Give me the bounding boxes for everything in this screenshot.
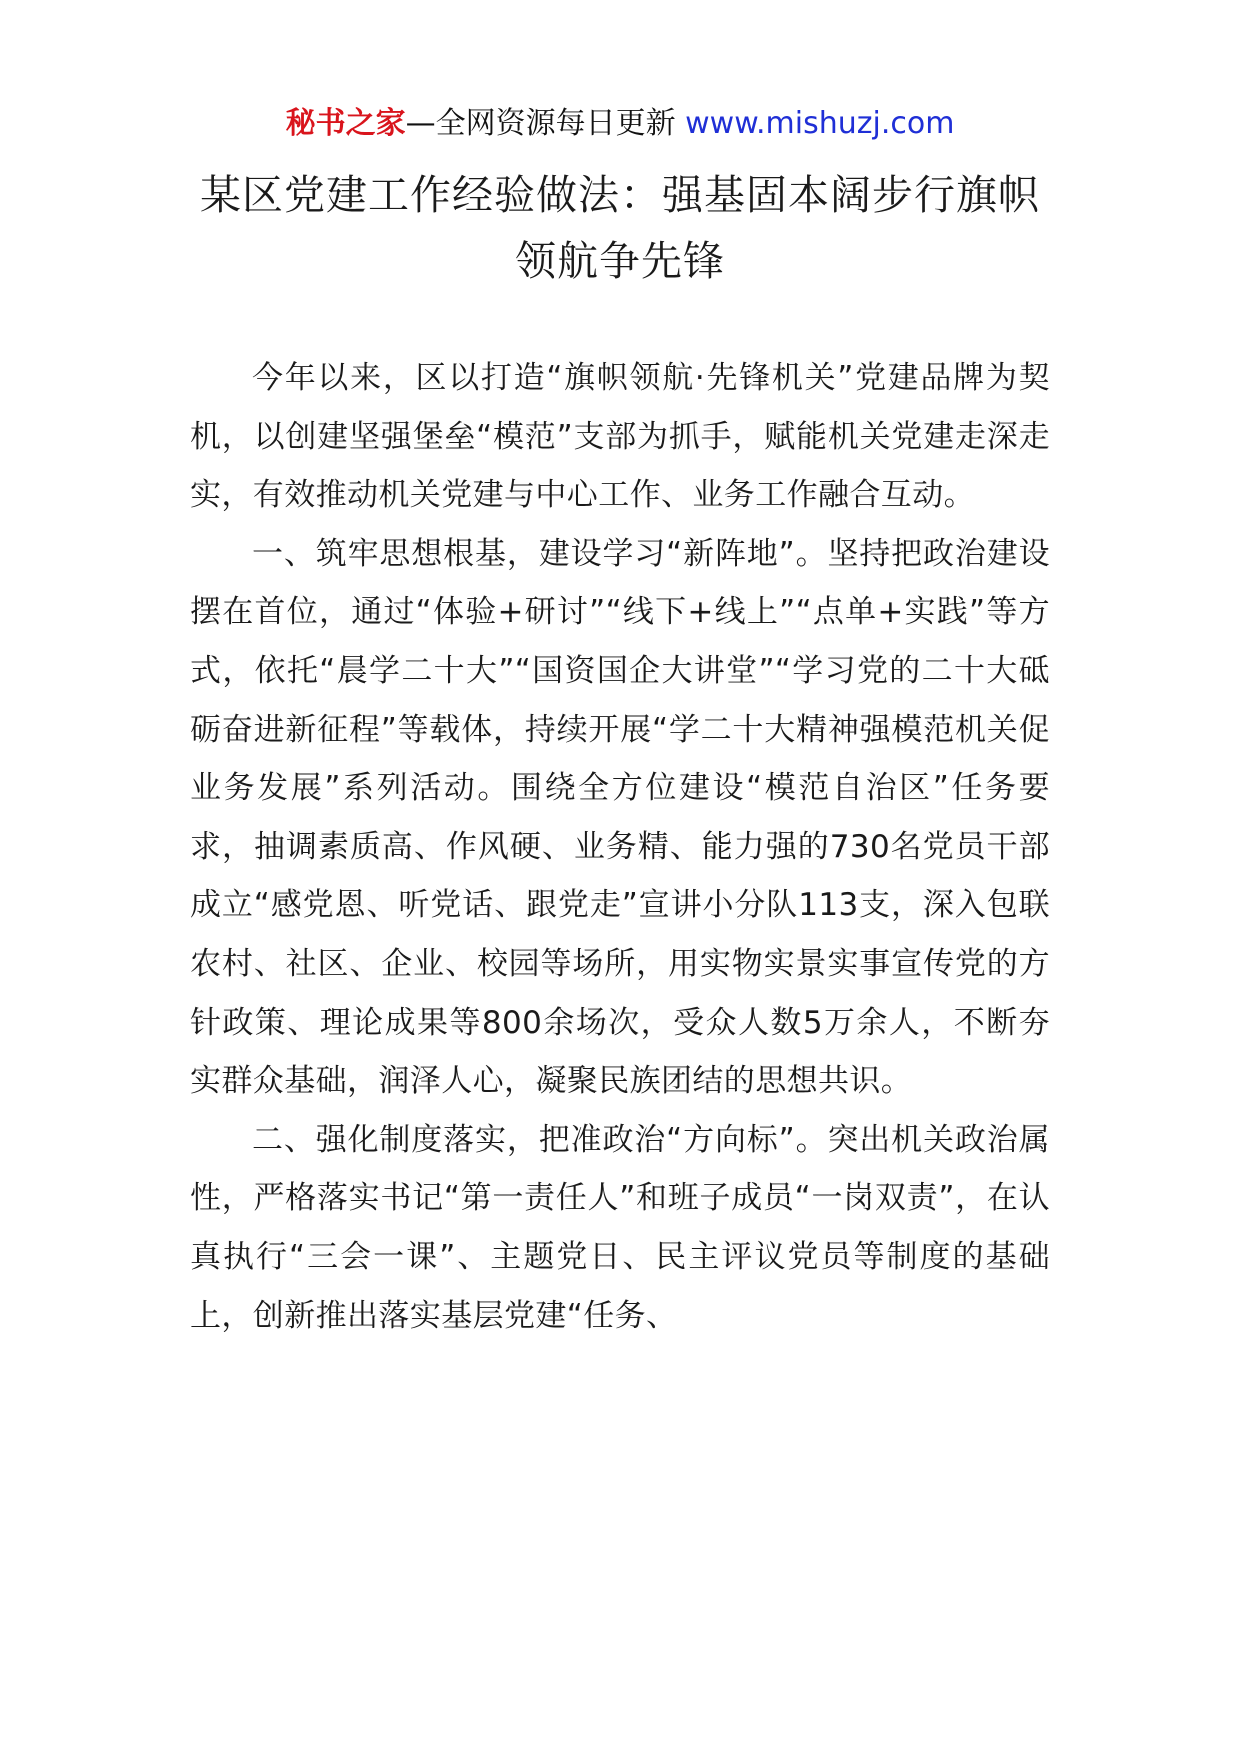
- paragraph-lead: 二、强化制度落实，把准政治“方向标”。: [252, 1121, 828, 1158]
- paragraph-text: 坚持把政治建设摆在首位，通过“体验+研讨”“线下+线上”“点单+实践”等方式，依托“晨学二十大”“国资国企大讲堂”“学习党的二十大砥砺奋进新征程”等载体，持续开展“学二十大精神强模范机关促业务发展”系列活动。围绕全方位建设“模范自治区”任务要求，抽调素质高、作风硬、业务精、能力强的730名党员干部成立“感党恩、听党话、跟党走”宣讲小分队113支，深入包联农村、社区、企业、校园等场所，用实物实景实事宣传党的方针政策、理论成果等800余场次，受众人数5万余人，不断夯实群众基础，润泽人心，凝聚民族团结的思想共识。: [190, 535, 1050, 1100]
- paragraph-section-2: [190, 1111, 1050, 1345]
- paragraph-text: 突出机关政治属性，严格落实书记“第一责任人”和班子成员“一岗双责”，在认真执行“三会一课”、主题党日、民主评议党员等制度的基础上，创新推出落实基层党建“任务、: [190, 1121, 1050, 1334]
- paragraph-text: 今年以来，区以打造“旗帜领航·先锋机关”党建品牌为契机，以创建坚强堡垒“模范”支部为抓手，赋能机关党建走深走实，有效推动机关党建与中心工作、业务工作融合互动。: [190, 360, 1050, 514]
- document-title: 某区党建工作经验做法：强基固本阔步行旗帜领航争先锋: [200, 171, 1040, 285]
- site-name: 秘书之家: [285, 106, 406, 141]
- paragraph-lead: 一、筑牢思想根基，建设学习“新阵地”。: [252, 535, 828, 572]
- document-body: [190, 349, 1050, 1345]
- site-url[interactable]: www.mishuzj.com: [685, 106, 955, 141]
- site-header: [0, 104, 1240, 144]
- site-tagline: —全网资源每日更新: [405, 106, 686, 141]
- paragraph-section-1: [190, 525, 1050, 1111]
- paragraph-intro: [190, 349, 1050, 525]
